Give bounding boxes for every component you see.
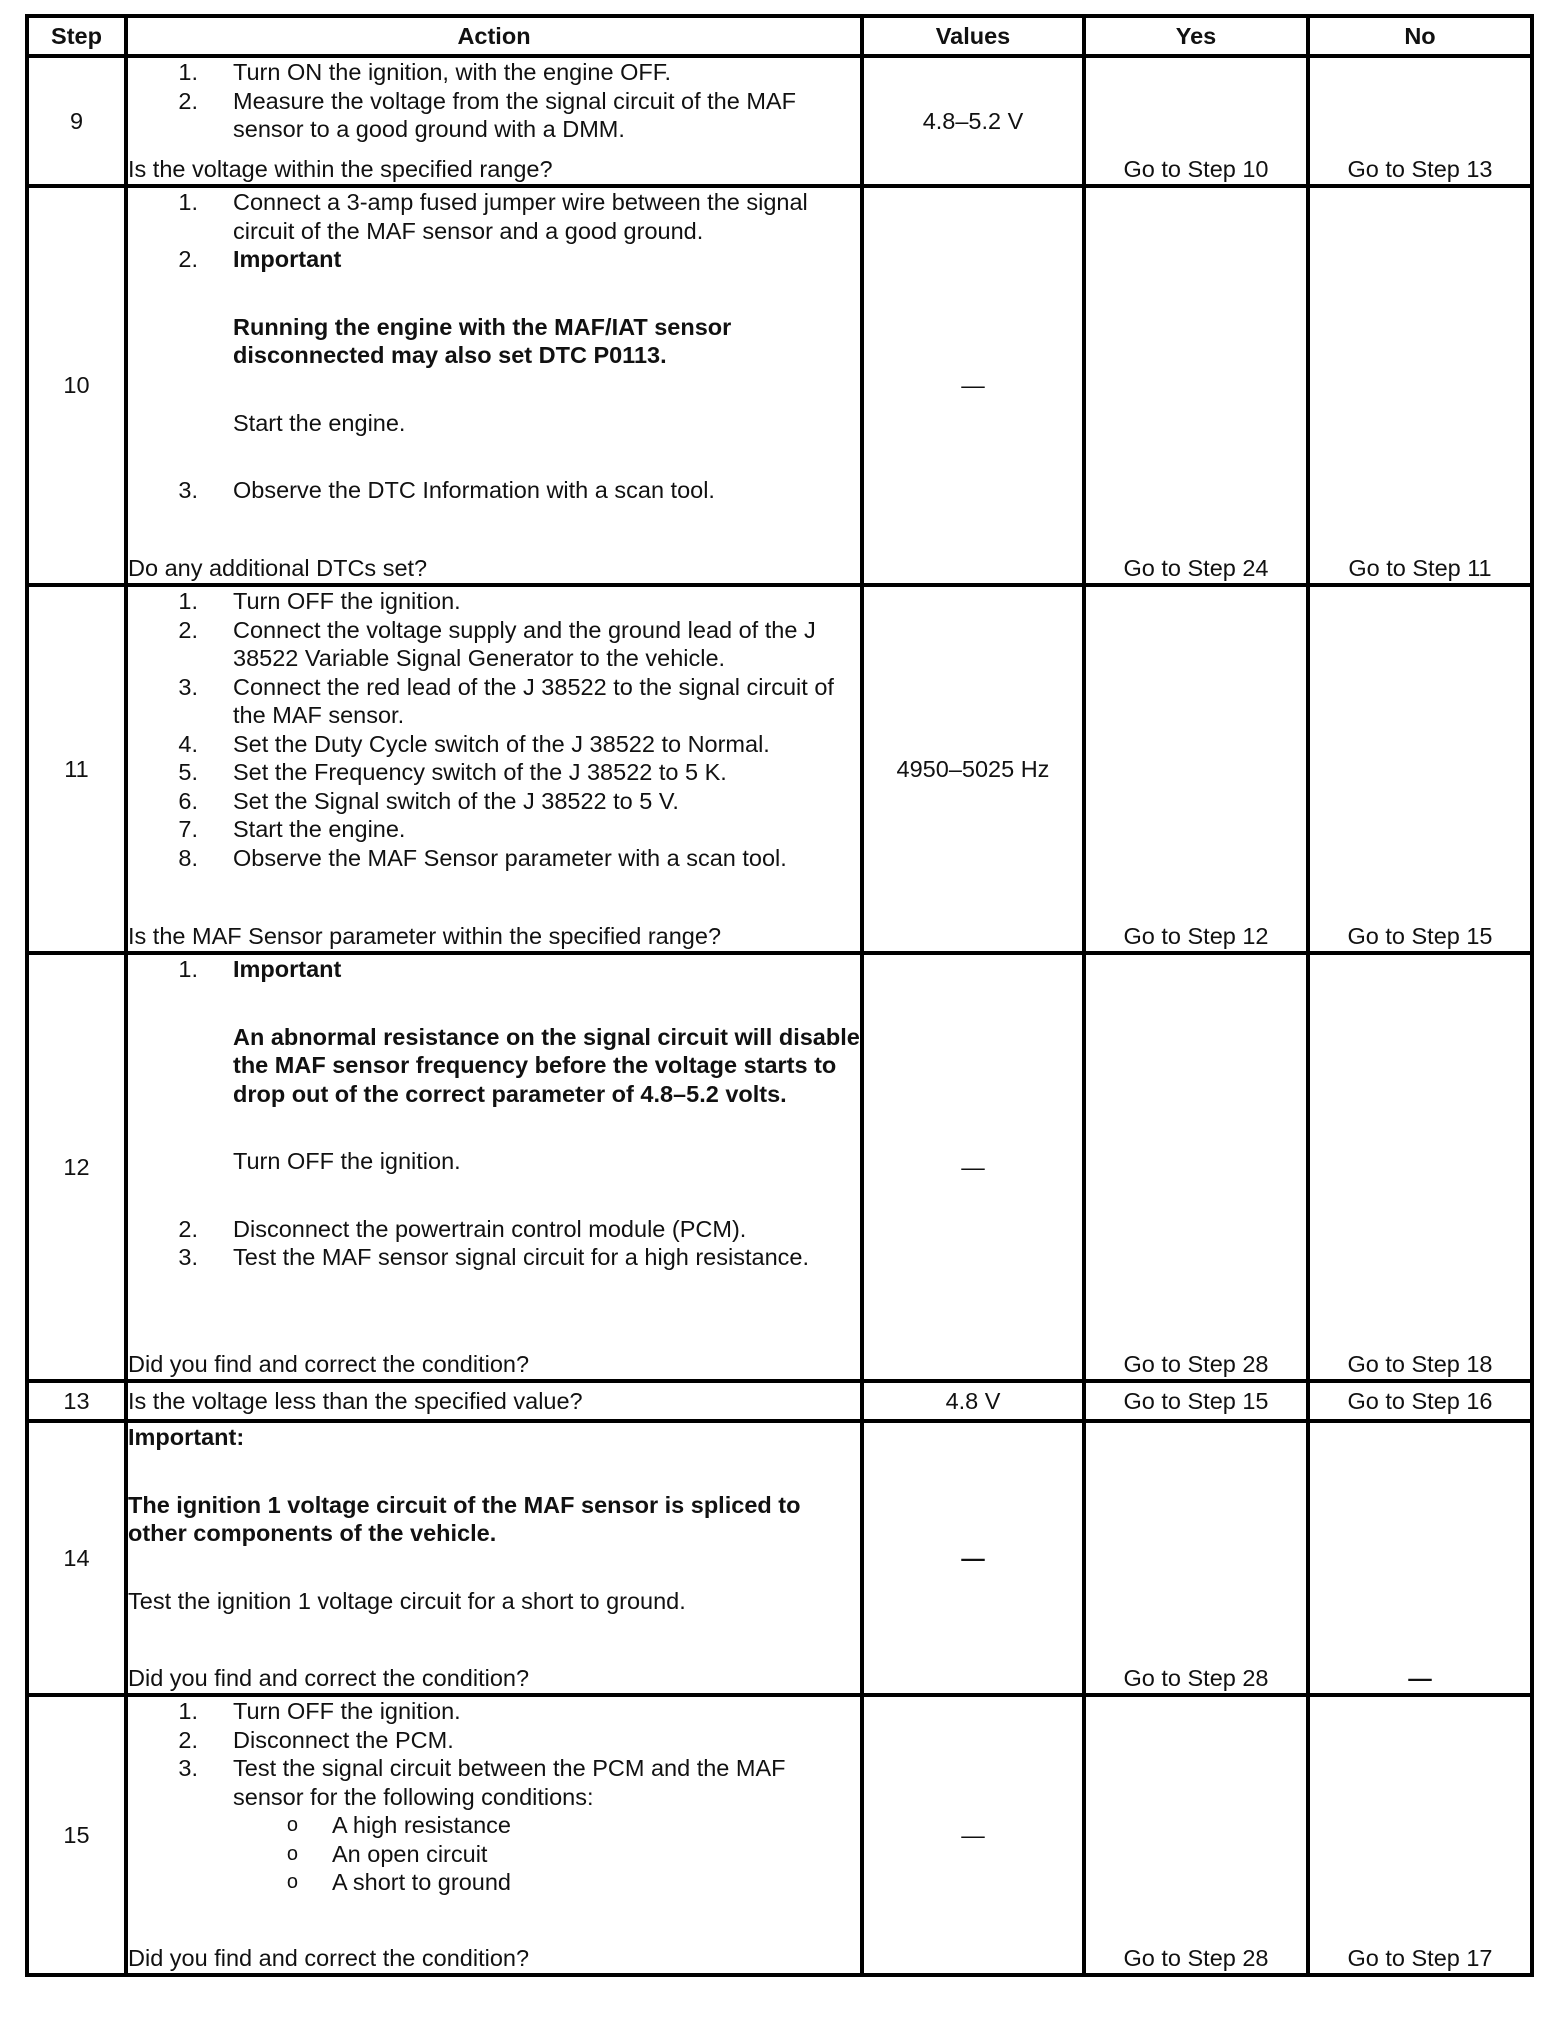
list-item-text: Start the engine.: [233, 409, 406, 436]
question-text: Do any additional DTCs set?: [128, 554, 428, 581]
list-item: [128, 730, 860, 759]
list-item: [128, 758, 860, 787]
header-no: No: [1308, 16, 1532, 56]
list-item-number: 3.: [178, 1244, 198, 1270]
table-row-step-10: [27, 186, 1532, 585]
condition-item: [233, 1868, 860, 1897]
step-number: 12: [27, 953, 126, 1381]
list-item-number: 3.: [178, 673, 198, 700]
list-item-number: 1.: [178, 588, 198, 614]
important-label: Important:: [128, 1424, 245, 1450]
important-label: Important: [233, 246, 342, 272]
yes-cell: [1084, 953, 1308, 1381]
important-label: Important: [233, 956, 342, 982]
header-row: [27, 16, 1532, 56]
list-item-text: Set the Duty Cycle switch of the J 38522 to Normal.: [233, 730, 770, 757]
bullet-icon: o: [286, 1871, 298, 1893]
yes-link: Go to Step 28: [1123, 1350, 1269, 1377]
values-cell: 4.8–5.2 V: [862, 56, 1084, 186]
procedure-list: [128, 188, 860, 505]
header-values: Values: [862, 16, 1084, 56]
bullet-icon: o: [286, 1842, 298, 1865]
list-item-number: 3.: [178, 1755, 198, 1781]
list-item-number: 2.: [178, 616, 198, 643]
list-item-text: Disconnect the PCM.: [233, 1726, 454, 1753]
list-item-text: Turn OFF the ignition.: [233, 1148, 461, 1174]
list-item-number: 7.: [178, 816, 198, 842]
yes-link: Go to Step 10: [1123, 155, 1269, 182]
table-row-step-15: [27, 1695, 1532, 1975]
important-note: An abnormal resistance on the signal circuit will disable the MAF sensor frequency before the voltage starts to drop out of the correct parameter of 4.8–5.2 volts.: [233, 1023, 860, 1107]
action-text: Test the ignition 1 voltage circuit for a short to ground.: [128, 1587, 686, 1614]
list-item-text: Observe the DTC Information with a scan tool.: [233, 477, 715, 503]
question-text: Is the MAF Sensor parameter within the specified range?: [128, 922, 722, 949]
condition-item: [233, 1811, 860, 1840]
list-item: [128, 844, 860, 873]
condition-text: A short to ground: [332, 1869, 511, 1895]
condition-text: An open circuit: [332, 1840, 488, 1867]
list-item-text: Connect the red lead of the J 38522 to the signal circuit of the MAF sensor.: [233, 673, 834, 728]
list-item: [128, 1243, 860, 1272]
table-row-step-9: [27, 56, 1532, 186]
yes-link: Go to Step 15: [1123, 1387, 1269, 1414]
list-item-number: 6.: [178, 787, 198, 814]
no-link: Go to Step 11: [1348, 554, 1492, 581]
important-note: Running the engine with the MAF/IAT sensor disconnected may also set DTC P0113.: [233, 313, 732, 368]
list-item-number: 1.: [178, 956, 198, 982]
table-row-step-14: [27, 1421, 1532, 1695]
condition-item: [233, 1840, 860, 1869]
list-item: [128, 955, 860, 1215]
list-item-number: 4.: [178, 730, 198, 757]
list-item: [128, 87, 860, 144]
list-item: [128, 673, 860, 730]
question-text: Is the voltage less than the specified value?: [128, 1387, 583, 1414]
list-item-number: 2.: [178, 87, 198, 114]
no-cell: [1308, 585, 1532, 953]
condition-text: A high resistance: [332, 1812, 511, 1838]
table-row-step-13: [27, 1381, 1532, 1421]
list-item-text: Test the signal circuit between the PCM and the MAF sensor for the following conditions:: [233, 1755, 786, 1810]
list-item-text: Start the engine.: [233, 816, 406, 842]
list-item-text: Set the Signal switch of the J 38522 to 5 V.: [233, 787, 679, 814]
important-note: The ignition 1 voltage circuit of the MAF sensor is spliced to other components of the vehicle.: [128, 1491, 801, 1546]
list-item-number: 5.: [178, 759, 198, 785]
action-cell: [126, 186, 862, 585]
no-cell: [1308, 953, 1532, 1381]
list-item-text: Turn ON the ignition, with the engine OFF.: [233, 59, 672, 85]
list-item-text: Connect a 3-amp fused jumper wire between the signal circuit of the MAF sensor and a good ground.: [233, 189, 808, 244]
diagnostic-table: [25, 14, 1534, 1977]
header-step: Step: [27, 16, 126, 56]
step-number: 14: [27, 1421, 126, 1695]
header-yes: Yes: [1084, 16, 1308, 56]
values-cell: 4950–5025 Hz: [862, 585, 1084, 953]
yes-cell: [1084, 1695, 1308, 1975]
values-cell: —: [862, 186, 1084, 585]
yes-link: Go to Step 24: [1123, 554, 1269, 581]
condition-list: [233, 1811, 860, 1897]
list-item: [128, 1726, 860, 1755]
step-number: 9: [27, 56, 126, 186]
action-cell: [126, 585, 862, 953]
list-item-text: Set the Frequency switch of the J 38522 to 5 K.: [233, 759, 727, 785]
list-item: [128, 1754, 860, 1897]
list-item: [128, 58, 860, 87]
list-item-number: 1.: [178, 189, 198, 215]
yes-link: Go to Step 28: [1123, 1944, 1269, 1971]
list-item-text: Measure the voltage from the signal circuit of the MAF sensor to a good ground with a DMM.: [233, 87, 796, 142]
no-link: Go to Step 15: [1347, 922, 1493, 949]
procedure-list: [128, 58, 860, 144]
list-item: [128, 815, 860, 844]
list-item: [128, 1215, 860, 1244]
yes-cell: [1084, 1381, 1308, 1421]
values-cell: 4.8 V: [862, 1381, 1084, 1421]
step-number: 13: [27, 1381, 126, 1421]
list-item-text: Disconnect the powertrain control module (PCM).: [233, 1215, 747, 1242]
question-text: Did you find and correct the condition?: [128, 1664, 530, 1691]
list-item-text: Test the MAF sensor signal circuit for a high resistance.: [233, 1244, 809, 1270]
action-cell: [126, 1695, 862, 1975]
list-item-text: Turn OFF the ignition.: [233, 1698, 461, 1724]
action-cell: [126, 1421, 862, 1695]
no-cell: [1308, 1381, 1532, 1421]
values-cell: —: [862, 953, 1084, 1381]
action-cell: [126, 1381, 862, 1421]
list-item-number: 2.: [178, 1215, 198, 1242]
step-number: 10: [27, 186, 126, 585]
list-item-text: Turn OFF the ignition.: [233, 588, 461, 614]
yes-link: Go to Step 12: [1123, 922, 1269, 949]
list-item: [128, 188, 860, 245]
list-item: [128, 787, 860, 816]
table-row-step-12: [27, 953, 1532, 1381]
yes-link: Go to Step 28: [1123, 1664, 1269, 1691]
list-item-number: 1.: [178, 59, 198, 85]
list-item: [128, 245, 860, 476]
list-item-number: 2.: [178, 246, 198, 272]
no-link: Go to Step 13: [1347, 155, 1493, 182]
no-link: —: [1408, 1664, 1432, 1691]
list-item-text: Observe the MAF Sensor parameter with a scan tool.: [233, 844, 787, 871]
yes-cell: [1084, 56, 1308, 186]
list-item-number: 2.: [178, 1726, 198, 1753]
values-cell: —: [862, 1421, 1084, 1695]
no-cell: [1308, 1421, 1532, 1695]
procedure-list: [128, 955, 860, 1272]
step-number: 11: [27, 585, 126, 953]
table-row-step-11: [27, 585, 1532, 953]
no-link: Go to Step 18: [1347, 1350, 1493, 1377]
bullet-icon: o: [286, 1814, 298, 1836]
header-action: Action: [126, 16, 862, 56]
no-cell: [1308, 56, 1532, 186]
yes-cell: [1084, 585, 1308, 953]
values-cell: —: [862, 1695, 1084, 1975]
list-item-number: 8.: [178, 844, 198, 871]
list-item: [128, 1697, 860, 1726]
no-cell: [1308, 186, 1532, 585]
list-item-text: Connect the voltage supply and the ground lead of the J 38522 Variable Signal Generator to the vehicle.: [233, 616, 816, 671]
action-cell: [126, 953, 862, 1381]
list-item: [128, 616, 860, 673]
yes-cell: [1084, 1421, 1308, 1695]
no-link: Go to Step 16: [1347, 1387, 1493, 1414]
diagnostic-page: [25, 14, 1530, 1977]
question-text: Did you find and correct the condition?: [128, 1944, 530, 1971]
no-cell: [1308, 1695, 1532, 1975]
no-link: Go to Step 17: [1347, 1944, 1493, 1971]
procedure-list: [128, 1697, 860, 1897]
step-number: 15: [27, 1695, 126, 1975]
yes-cell: [1084, 186, 1308, 585]
question-text: Did you find and correct the condition?: [128, 1350, 530, 1377]
action-cell: [126, 56, 862, 186]
list-item-number: 1.: [178, 1698, 198, 1724]
procedure-list: [128, 587, 860, 872]
list-item: [128, 587, 860, 616]
list-item: [128, 476, 860, 505]
question-text: Is the voltage within the specified range?: [128, 155, 553, 182]
list-item-number: 3.: [178, 477, 198, 503]
